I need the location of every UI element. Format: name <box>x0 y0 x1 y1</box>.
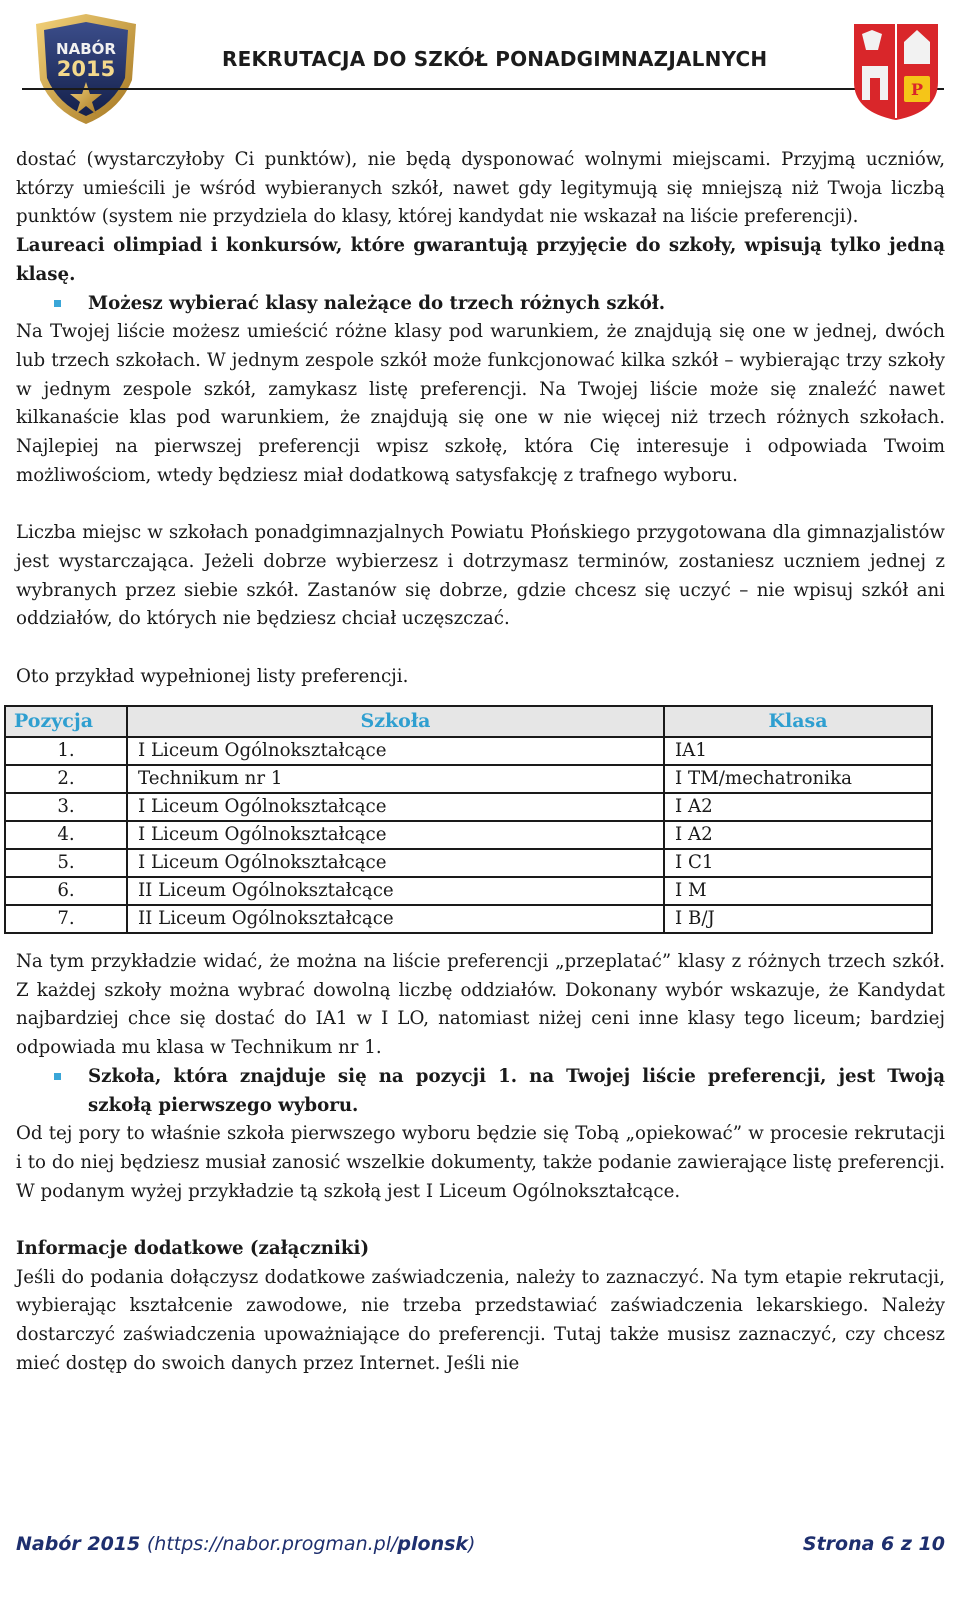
cell-class: I C1 <box>664 849 932 877</box>
nabor-2015-logo <box>30 10 142 128</box>
paragraph-laureates: Laureaci olimpiad i konkursów, które gwarantują przyjęcie do szkoły, wpisują tylko jedną klasę. <box>16 235 945 285</box>
footer-url-open: (https://nabor.progman.pl/ <box>146 1533 398 1555</box>
cell-school: I Liceum Ogólnokształcące <box>127 737 664 765</box>
column-header-school: Szkoła <box>127 706 664 737</box>
column-header-class: Klasa <box>664 706 932 737</box>
table-header-row <box>5 706 932 737</box>
paragraph-places: Liczba miejsc w szkołach ponadgimnazjalnych Powiatu Płońskiego przygotowana dla gimnazjalistów jest wystarczająca. Jeżeli dobrze wybierzesz i dotrzymasz terminów, zostaniesz uczniem jednej z wybranych przez siebie szkół. Zastanów się dobrze, gdzie chcesz się uczyć – nie wpisuj szkół ani oddziałów, do których nie będziesz chciał uczęszczać. <box>16 522 945 630</box>
cell-school: I Liceum Ogólnokształcące <box>127 849 664 877</box>
paragraph-intro: dostać (wystarczyłoby Ci punktów), nie będą dysponować wolnymi miejscami. Przyjmą uczniów, którzy umieścili je wśród wybieranych szkół, nawet gdy legitymują się mniejszą niż Twoja liczbą punktów (system nie przydziela do klasy, której kandydat nie wskazał na liście preferencji). <box>16 149 945 228</box>
table-row <box>5 737 932 765</box>
paragraph-list-rules: Na Twojej liście możesz umieścić różne klasy pod warunkiem, że znajdują się one w jednej, dwóch lub trzech szkołach. W jednym zespole szkół może funkcjonować kilka szkół – wybierając trzy szkoły w jednym zespole szkół, zamykasz listę preferencji. Na Twojej liście może się znaleźć nawet kilkanaście klas pod warunkiem, że znajdują się one w nie więcej niż trzech różnych szkołach. Najlepiej na pierwszej preferencji wpisz szkołę, która Cię interesuje i odpowiada Twoim możliwościom, wtedy będziesz miał dodatkową satysfakcję z trafnego wyboru. <box>16 321 945 486</box>
cell-class: I A2 <box>664 821 932 849</box>
svg-text:P: P <box>910 80 924 99</box>
table-row <box>5 793 932 821</box>
cell-school: II Liceum Ogólnokształcące <box>127 877 664 905</box>
cell-class: I B/J <box>664 905 932 933</box>
cell-class: I M <box>664 877 932 905</box>
bullet-three-schools: Możesz wybierać klasy należące do trzech różnych szkół. <box>16 290 945 319</box>
cell-position: 7. <box>5 905 127 933</box>
cell-position: 4. <box>5 821 127 849</box>
table-row <box>5 765 932 793</box>
logo-text-top: NABÓR <box>56 40 116 58</box>
table-row <box>5 877 932 905</box>
section-heading-additional-info: Informacje dodatkowe (załączniki) <box>16 1238 370 1260</box>
page-footer <box>16 1533 945 1555</box>
cell-school: I Liceum Ogólnokształcące <box>127 821 664 849</box>
table-row <box>5 849 932 877</box>
table-row <box>5 821 932 849</box>
preference-table <box>4 705 933 934</box>
header-divider <box>22 88 944 90</box>
cell-position: 3. <box>5 793 127 821</box>
cell-class: I A2 <box>664 793 932 821</box>
cell-position: 2. <box>5 765 127 793</box>
footer-brand: Nabór 2015 <box>16 1533 141 1555</box>
footer-url-bold: plonsk <box>397 1533 469 1555</box>
table-row <box>5 905 932 933</box>
bullet-first-choice: Szkoła, która znajduje się na pozycji 1. na Twojej liście preferencji, jest Twoją szkołą pierwszego wyboru. <box>16 1063 945 1120</box>
footer-url-close: ) <box>468 1533 476 1555</box>
page-content <box>16 146 945 1379</box>
cell-class: I TM/mechatronika <box>664 765 932 793</box>
cell-school: I Liceum Ogólnokształcące <box>127 793 664 821</box>
column-header-position: Pozycja <box>5 706 127 737</box>
logo-text-year: 2015 <box>56 57 116 81</box>
cell-school: II Liceum Ogólnokształcące <box>127 905 664 933</box>
header-title: REKRUTACJA DO SZKÓŁ PONADGIMNAZJALNYCH <box>222 47 768 71</box>
cell-position: 1. <box>5 737 127 765</box>
paragraph-first-choice-care: Od tej pory to właśnie szkoła pierwszego wyboru będzie się Tobą „opiekować” w procesie rekrutacji i to do niej będziesz musiał zanosić wszelkie dokumenty, także podanie zawierające listę preferencji. W podanym wyżej przykładzie tą szkołą jest I Liceum Ogólnokształcące. <box>16 1123 945 1202</box>
paragraph-attachments: Jeśli do podania dołączysz dodatkowe zaświadczenia, należy to zaznaczyć. Na tym etapie rekrutacji, wybierając kształcenie zawodowe, nie trzeba przedstawiać zaświadczenia lekarskiego. Należy dostarczyć zaświadczenia upoważniające do preferencji. Tutaj także musisz zaznaczyć, czy chcesz mieć dostęp do swoich danych przez Internet. Jeśli nie <box>16 1266 945 1374</box>
page-number: Strona 6 z 10 <box>802 1533 945 1555</box>
coat-of-arms-icon <box>850 20 942 122</box>
paragraph-example-intro: Oto przykład wypełnionej listy preferencji. <box>16 665 409 687</box>
paragraph-example-explained: Na tym przykładzie widać, że można na liście preferencji „przeplatać” klasy z różnych trzech szkół. Z każdej szkoły można wybrać dowolną liczbę oddziałów. Dokonany wybór wskazuje, że Kandydat najbardziej chce się dostać do IA1 w I LO, natomiast niżej ceni inne klasy tego liceum; bardziej odpowiada mu klasa w Technikum nr 1. <box>16 951 945 1059</box>
cell-class: IA1 <box>664 737 932 765</box>
cell-position: 6. <box>5 877 127 905</box>
footer-url[interactable] <box>147 1533 476 1555</box>
cell-school: Technikum nr 1 <box>127 765 664 793</box>
page-header <box>0 0 960 140</box>
cell-position: 5. <box>5 849 127 877</box>
